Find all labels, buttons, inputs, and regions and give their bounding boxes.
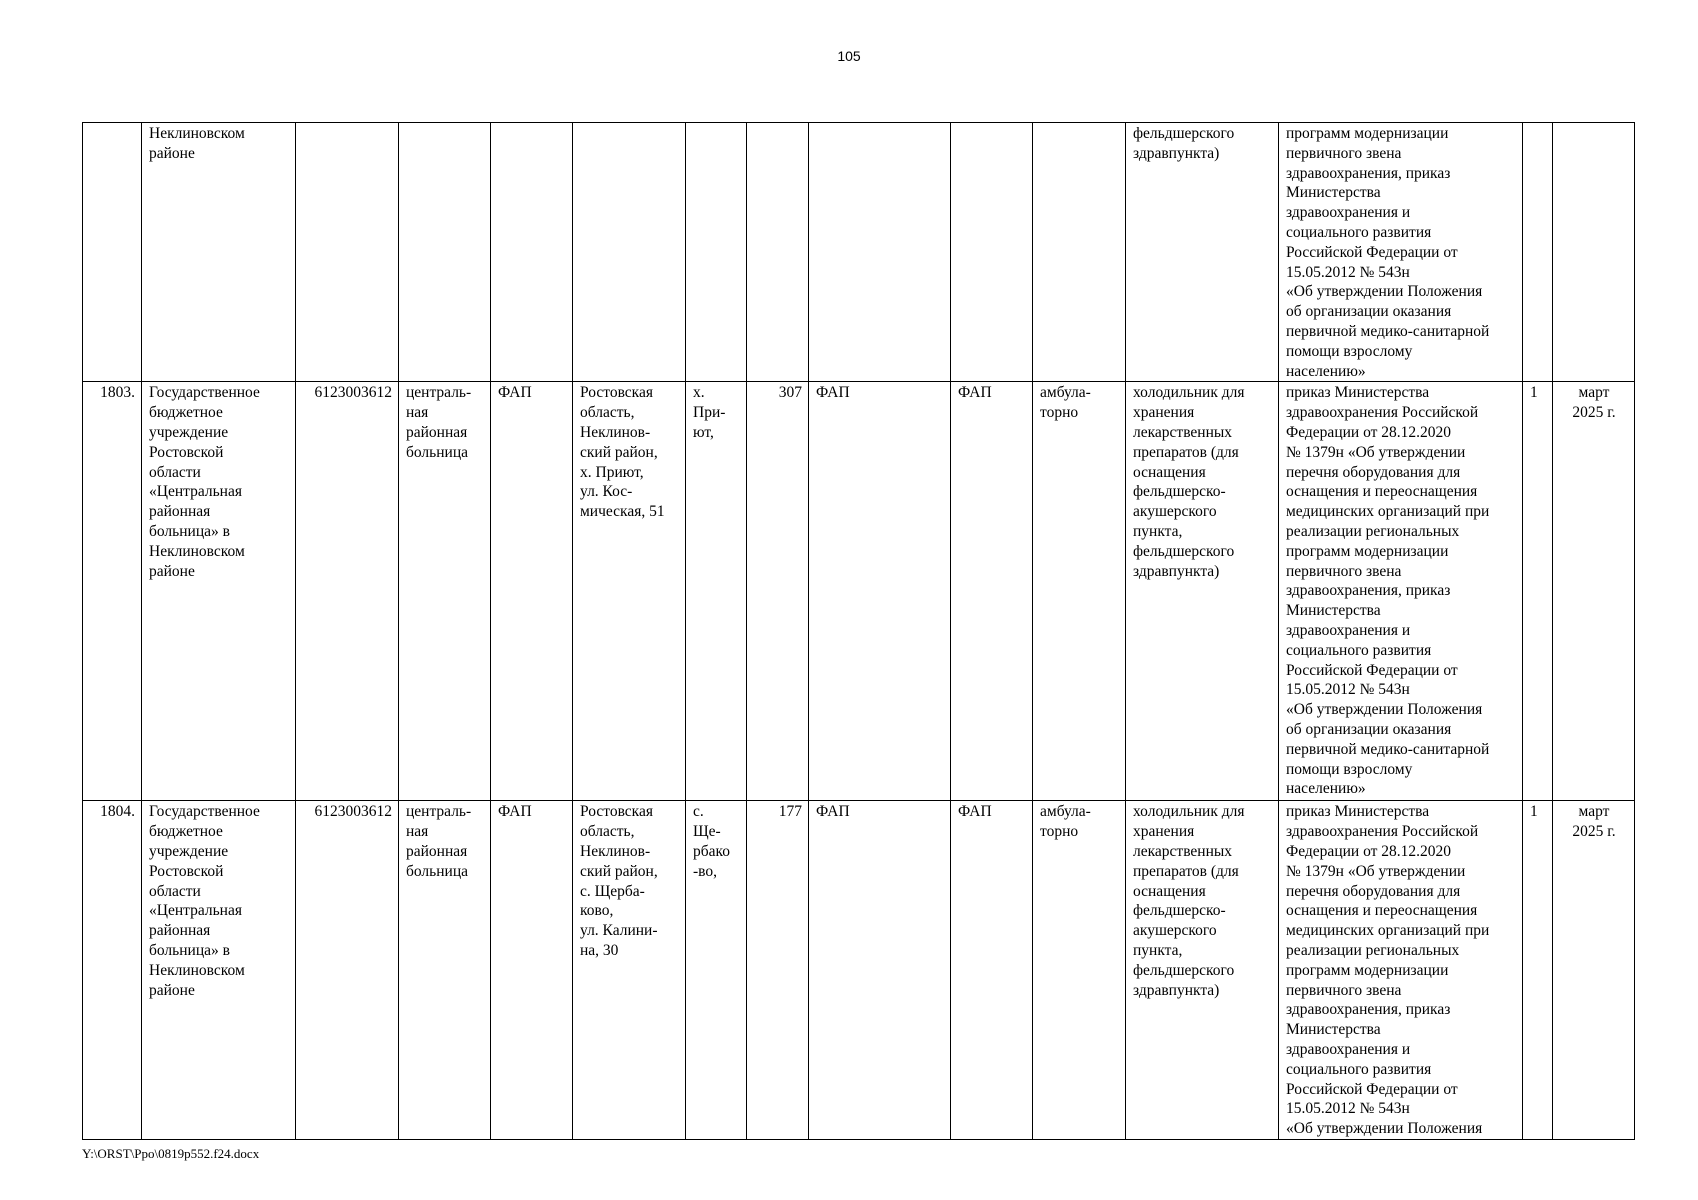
legal-basis-cell: приказ Министерства здравоохранения Российской Федерации от 28.12.2020 № 1379н «Об утверждении перечня оборудования для оснащения и переоснащения медицинских организаций при реализации региональных программ модернизации первичного звена здравоохранения, приказ Министерства здравоохранения и социального развития Российской Федерации от 15.05.2012 № 543н «Об утверждении Положения об организации оказания первичной медико-санитарной помощи взрослому населению» <box>1279 382 1523 801</box>
organization-name: Государственное бюджетное учреждение Ростовской области «Центральная районная больница» в Неклиновском районе <box>142 382 296 801</box>
quantity-cell: 1 <box>1523 801 1553 1140</box>
page-number: 105 <box>837 48 861 64</box>
data-table <box>82 122 1635 1140</box>
date-cell <box>1553 123 1635 382</box>
table-row <box>83 123 1635 382</box>
address-cell: Ростовская область, Неклинов- ский район, х. Приют, ул. Кос- мическая, 51 <box>573 382 686 801</box>
care-mode <box>1033 123 1126 382</box>
organization-name: Государственное бюджетное учреждение Ростовской области «Центральная районная больница» в Неклиновском районе <box>142 801 296 1140</box>
equipment-cell: холодильник для хранения лекарственных препаратов (для оснащения фельдшерско- акушерского пункта, фельдшерского здравпункта) <box>1126 801 1279 1140</box>
address-cell <box>573 123 686 382</box>
inn-cell <box>296 123 399 382</box>
unit-abbreviation: ФАП <box>491 801 573 1140</box>
equipment-cell: холодильник для хранения лекарственных препаратов (для оснащения фельдшерско- акушерского пункта, фельдшерского здравпункта) <box>1126 382 1279 801</box>
unit-kind <box>809 123 951 382</box>
unit-kind-secondary: ФАП <box>951 801 1033 1140</box>
organization-name: Неклиновском районе <box>142 123 296 382</box>
institution-type: централь- ная районная больница <box>399 382 491 801</box>
date-cell: март 2025 г. <box>1553 801 1635 1140</box>
settlement-cell: х. При- ют, <box>686 382 747 801</box>
unit-kind: ФАП <box>809 801 951 1140</box>
inn-cell: 6123003612 <box>296 382 399 801</box>
equipment-cell: фельдшерского здравпункта) <box>1126 123 1279 382</box>
settlement-cell: с. Ще- рбако -во, <box>686 801 747 1140</box>
population-cell: 177 <box>747 801 809 1140</box>
care-mode: амбула- торно <box>1033 801 1126 1140</box>
table-row <box>83 382 1635 801</box>
unit-abbreviation <box>491 123 573 382</box>
inn-cell: 6123003612 <box>296 801 399 1140</box>
date-cell: март 2025 г. <box>1553 382 1635 801</box>
unit-kind-secondary <box>951 123 1033 382</box>
quantity-cell <box>1523 123 1553 382</box>
footer-file-path: Y:\ORST\Ppo\0819p552.f24.docx <box>82 1146 260 1161</box>
settlement-cell <box>686 123 747 382</box>
institution-type: централь- ная районная больница <box>399 801 491 1140</box>
legal-basis-cell: программ модернизации первичного звена здравоохранения, приказ Министерства здравоохранения и социального развития Российской Федерации от 15.05.2012 № 543н «Об утверждении Положения об организации оказания первичной медико-санитарной помощи взрослому населению» <box>1279 123 1523 382</box>
row-number: 1804. <box>83 801 142 1140</box>
table-row <box>83 801 1635 1140</box>
population-cell <box>747 123 809 382</box>
unit-kind: ФАП <box>809 382 951 801</box>
address-cell: Ростовская область, Неклинов- ский район, с. Щерба- ково, ул. Калини- на, 30 <box>573 801 686 1140</box>
unit-kind-secondary: ФАП <box>951 382 1033 801</box>
quantity-cell: 1 <box>1523 382 1553 801</box>
row-number <box>83 123 142 382</box>
population-cell: 307 <box>747 382 809 801</box>
care-mode: амбула- торно <box>1033 382 1126 801</box>
legal-basis-cell: приказ Министерства здравоохранения Российской Федерации от 28.12.2020 № 1379н «Об утверждении перечня оборудования для оснащения и переоснащения медицинских организаций при реализации региональных программ модернизации первичного звена здравоохранения, приказ Министерства здравоохранения и социального развития Российской Федерации от 15.05.2012 № 543н «Об утверждении Положения <box>1279 801 1523 1140</box>
unit-abbreviation: ФАП <box>491 382 573 801</box>
row-number: 1803. <box>83 382 142 801</box>
institution-type <box>399 123 491 382</box>
